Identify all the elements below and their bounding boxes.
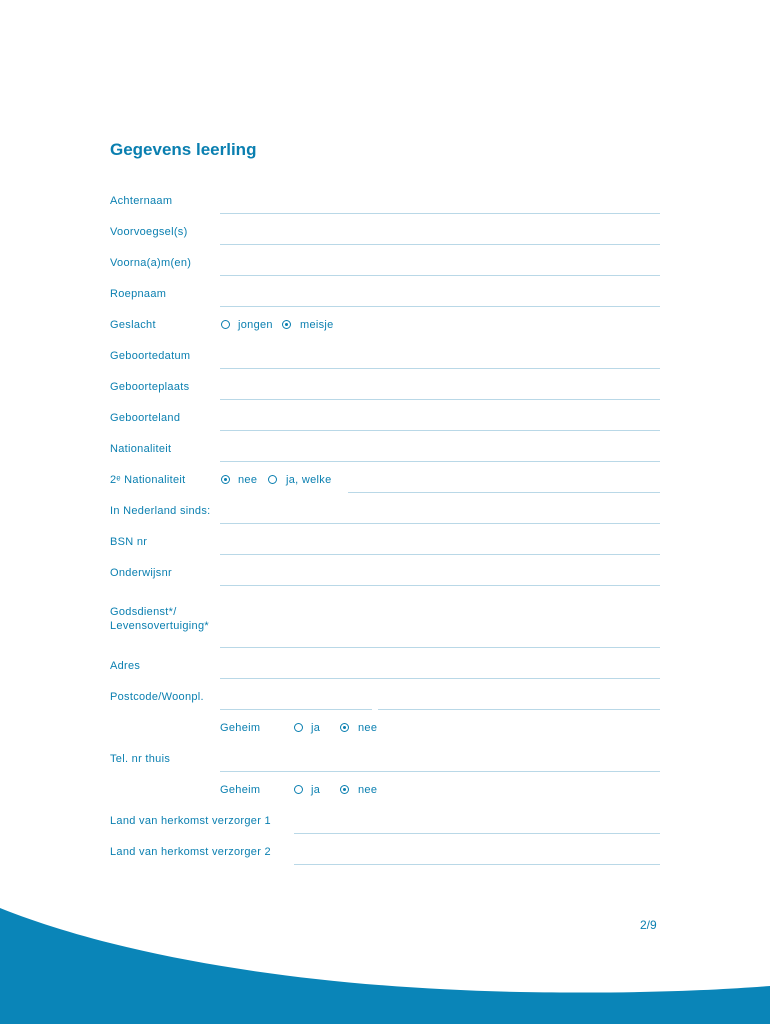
label-nationaliteit: Nationaliteit [110,443,172,455]
label-voorvoegsels: Voorvoegsel(s) [110,226,188,238]
label-onderwijsnr: Onderwijsnr [110,567,172,579]
label-geslacht: Geslacht [110,319,156,331]
option-nee-label: nee [238,474,258,486]
label-geboorteplaats: Geboorteplaats [110,381,190,393]
geheim-tel-label: Geheim [220,784,261,796]
label-levensovertuiging: Levensovertuiging* [110,620,209,632]
option-jongen-label: jongen [238,319,273,331]
geheim-adres-label: Geheim [220,722,261,734]
label-tel-thuis: Tel. nr thuis [110,753,171,765]
option-meisje-label: meisje [300,319,334,331]
label-herkomst2: Land van herkomst verzorger 2 [110,846,271,858]
label-geboortedatum: Geboortedatum [110,350,191,362]
label-roepnaam: Roepnaam [110,288,167,300]
label-voornamen: Voorna(a)m(en) [110,257,192,269]
option-ja-welke-label: ja, welke [286,474,332,486]
label-achternaam: Achternaam [110,195,173,207]
label-nederland-sinds: In Nederland sinds: [110,505,211,517]
geheim-adres-ja-label: ja [311,722,321,734]
page-number: 2/9 [640,918,657,932]
page-title: Gegevens leerling [110,140,257,159]
label-adres: Adres [110,660,141,672]
geheim-adres-nee-label: nee [358,722,378,734]
geheim-tel-nee-label: nee [358,784,378,796]
label-nationaliteit2: 2ᵉ Nationaliteit [110,474,186,486]
geheim-tel-ja-label: ja [311,784,321,796]
label-geboorteland: Geboorteland [110,412,181,424]
label-godsdienst: Godsdienst*/ [110,606,177,618]
label-postcode: Postcode/Woonpl. [110,691,204,703]
label-herkomst1: Land van herkomst verzorger 1 [110,815,271,827]
label-bsn: BSN nr [110,536,148,548]
